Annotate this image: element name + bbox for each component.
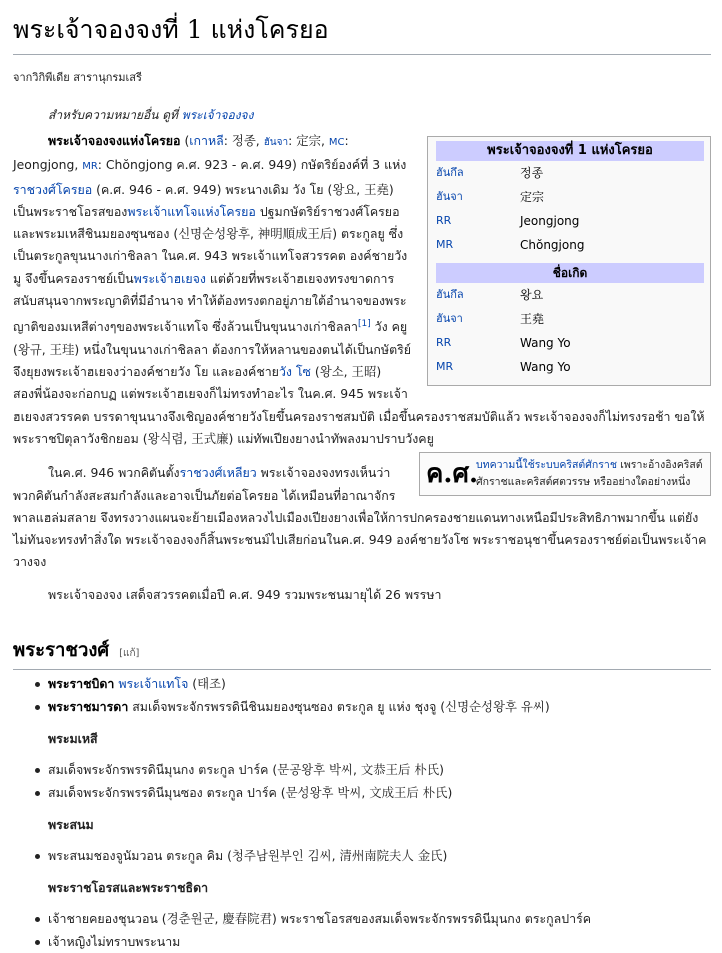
- article-body: [13, 130, 711, 606]
- subheading-queens: พระมเหสี: [48, 731, 98, 746]
- hatnote-link[interactable]: พระเจ้าจองจง: [181, 108, 254, 122]
- section-edit-link[interactable]: [แก้]: [119, 648, 140, 659]
- text: : Jeongjong,: [13, 133, 349, 173]
- link-hanja[interactable]: ฮันจา: [263, 137, 289, 148]
- list-item: เจ้าหญิงไม่ทราบพระนาม: [48, 930, 711, 953]
- infobox-key-link[interactable]: MR: [436, 238, 454, 251]
- infobox-key-link[interactable]: MR: [436, 360, 454, 373]
- infobox-row: [436, 185, 704, 209]
- text: : Chŏngjong ค.ศ. 923 - ค.ศ. 949) กษัตริย์องค์ที่ 3 แห่ง: [97, 157, 407, 173]
- list-item: พระสนมชองจูนัมวอน ตระกูล คิม (청주남원부인 김씨, 清州南院夫人 金氏): [48, 844, 711, 867]
- subheading-consorts: พระสนม: [48, 817, 94, 832]
- text: : 定宗,: [288, 133, 329, 148]
- link-goryeo-dynasty[interactable]: ราชวงศ์โครยอ: [13, 181, 93, 197]
- infobox-row: [436, 283, 704, 307]
- link-mr[interactable]: MR: [82, 161, 98, 173]
- link-korean[interactable]: เกาหลี: [189, 133, 224, 148]
- site-subtitle: จากวิกิพีเดีย สารานุกรมเสรี: [13, 71, 142, 84]
- infobox: [427, 136, 711, 386]
- era-notice-box: [419, 452, 711, 496]
- link-hyejong[interactable]: พระเจ้าฮเยจง: [133, 270, 206, 286]
- text: ปฐมกษัตริย์ราชวงศ์โครยอ และพระมเหสีชินมยองซุนซอง (신명순성왕후, 神明順成王后) ตระกูลยู ซึ่งเป็นตระกูลขุนนางเก่าชิลลา ในค.ศ. 943 พระเจ้าแทโจสวรรคต องค์ชายวัง มู จึงขึ้นครองราชย์เป็น: [13, 203, 408, 286]
- subject-name: พระเจ้าจองจงแห่งโครยอ: [48, 133, 181, 148]
- infobox-key-link[interactable]: ฮันกึล: [436, 288, 464, 301]
- list-item: สมเด็จพระจักรพรรดินีมุนซอง ตระกูล ปาร์ค (문성왕후 박씨, 文成王后 朴氏): [48, 781, 711, 804]
- text: (: [180, 133, 190, 148]
- infobox-row: [436, 331, 704, 355]
- era-symbol: ค.ศ.: [426, 458, 478, 489]
- infobox-value: Wang Yo: [520, 336, 571, 350]
- link-liao-dynasty[interactable]: ราชวงศ์เหลียว: [179, 465, 257, 481]
- text: ในค.ศ. 946 พวกคิตันตั้ง: [48, 465, 180, 481]
- infobox-value: 王堯: [520, 312, 545, 326]
- subheading-children: พระราชโอรสและพระราชธิดา: [48, 880, 209, 895]
- text: แต่ด้วยที่พระเจ้าฮเยจงทรงขาดการสนับสนุนจากพระญาติที่มีอำนาจ ทำให้ต้องทรงตกอยู่ภายใต้อำนาจของพระญาติของมเหสีต่างๆของพระเจ้าแทโจ ซึ่งล้วนเป็นขุนนางเก่าชิลลา: [13, 270, 407, 335]
- infobox-row: [436, 355, 704, 379]
- infobox-key-link[interactable]: ฮันกึล: [436, 166, 464, 179]
- infobox-value: 定宗: [520, 190, 545, 204]
- infobox-birth-header: ชื่อเกิด: [436, 263, 704, 283]
- infobox-birth-rows: [436, 283, 704, 379]
- link-wang-so[interactable]: วัง โซ: [278, 364, 311, 380]
- infobox-value: 왕요: [520, 288, 544, 302]
- section-header-family: [13, 636, 711, 670]
- list-item: [48, 695, 711, 718]
- text: สมเด็จพระจักรพรรดินีชินมยองซุนซอง ตระกูล ยู แห่ง ชุงจู (신명순성왕후 유씨): [128, 699, 550, 714]
- reference-link[interactable]: [1]: [357, 319, 371, 330]
- infobox-key-link[interactable]: ฮันจา: [436, 312, 463, 325]
- infobox-value: 정종: [520, 166, 544, 180]
- text: วัง คยู (왕규, 王珪) หนึ่งในขุนนางเก่าชิลลา ต้องการให้หลานของตนได้เป็นกษัตริย์ จึงยุยงพระเจ้าฮเยจงว่าองค์ชายวัง โย และองค์ชาย: [13, 319, 412, 380]
- infobox-key-link[interactable]: RR: [436, 214, 452, 227]
- list-item: เจ้าชายคยองชุนวอน (경춘원군, 慶春院君) พระราชโอรสของสมเด็จพระจักรพรรดินีมุนกง ตระกูลปาร์ค: [48, 907, 711, 930]
- text: (왕소, 王昭) สองพี่น้องจะก่อกบฏ แต่พระเจ้าฮเยจงก็ไม่ทรงทำอะไร ในค.ศ. 945 พระเจ้าฮเยจงสวรรคต บรรดาขุนนางจึงเชิญองค์ชายวังโยขึ้นครองราชสมบัติ เมื่อขึ้นครองราชสมบัติแล้ว พระเจ้าจองจงก็ไม่ทรงรอช้า ขอให้พระราชปิตุลาวังชิกยอม (왕식렴, 王式廉) แม่ทัพเปียงยางนำทัพลงมาปราบวังคยู: [13, 364, 705, 446]
- infobox-title: พระเจ้าจองจงที่ 1 แห่งโครยอ: [436, 141, 704, 161]
- era-notice-text: [476, 457, 704, 491]
- link-father[interactable]: พระเจ้าแทโจ: [118, 676, 189, 691]
- link-mc[interactable]: MC: [328, 137, 345, 148]
- infobox-row: [436, 209, 704, 233]
- text: พระเจ้าจองจงทรงเห็นว่าพวกคิตันกำลังสะสมกำลังและอาจเป็นภัยต่อโครยอ ได้เหมือนที่อาณาจักรพาลแฮล่มสลาย จึงทรงวางแผนจะย้ายเมืองหลวงไปเมืองเปียงยางเพื่อให้การปกครองชายแดนทางเหนือมีประสิทธิภาพมากขึ้น แต่ยังไม่ทันจะทรงทำสิ่งใด พระเจ้าจองจงก็สิ้นพระชนม์ไปเสียก่อนในค.ศ. 949 องค์ชายวังโซ พระราชอนุชาขึ้นครองราชย์ต่อเป็นพระเจ้าควางจง: [13, 465, 707, 570]
- infobox-value: Wang Yo: [520, 360, 571, 374]
- infobox-value: Jeongjong: [520, 214, 580, 228]
- paragraph-3: พระเจ้าจองจง เสด็จสวรรคตเมื่อปี ค.ศ. 949 รวมพระชนมายุได้ 26 พรรษา: [48, 586, 442, 602]
- text: (ค.ศ. 946 - ค.ศ. 949) พระนางเดิม วัง โย (왕요, 王堯) เป็นพระราชโอรสของ: [13, 181, 394, 219]
- label: พระราชมารดา: [48, 699, 129, 714]
- infobox-key-link[interactable]: ฮันจา: [436, 190, 463, 203]
- era-notice-link[interactable]: บทความนี้ใช้ระบบคริสต์ศักราช: [476, 459, 617, 472]
- page-title: พระเจ้าจองจงที่ 1 แห่งโครยอ: [13, 12, 711, 55]
- infobox-row: [436, 307, 704, 331]
- text: (태조): [188, 676, 226, 691]
- label: พระราชบิดา: [48, 676, 115, 691]
- infobox-row: [436, 233, 704, 257]
- text: : 정종,: [223, 133, 264, 148]
- section-title: พระราชวงศ์: [13, 640, 110, 661]
- list-item: [48, 672, 711, 695]
- family-list: [13, 672, 711, 953]
- link-taejo[interactable]: พระเจ้าแทโจแห่งโครยอ: [127, 203, 256, 219]
- list-item: สมเด็จพระจักรพรรดินีมุนกง ตระกูล ปาร์ค (문공왕후 박씨, 文恭王后 朴氏): [48, 758, 711, 781]
- infobox-row: [436, 161, 704, 185]
- text: เพราะอ้างอิงคริสต์ศักราชและคริสต์ศตวรรษ หรืออย่างใดอย่างหนึ่ง: [476, 459, 703, 489]
- infobox-name-rows: [436, 161, 704, 257]
- infobox-key-link[interactable]: RR: [436, 336, 452, 349]
- infobox-value: Chŏngjong: [520, 238, 585, 252]
- hatnote-text: สำหรับความหมายอื่น ดูที่: [48, 108, 182, 122]
- hatnote: [48, 106, 253, 125]
